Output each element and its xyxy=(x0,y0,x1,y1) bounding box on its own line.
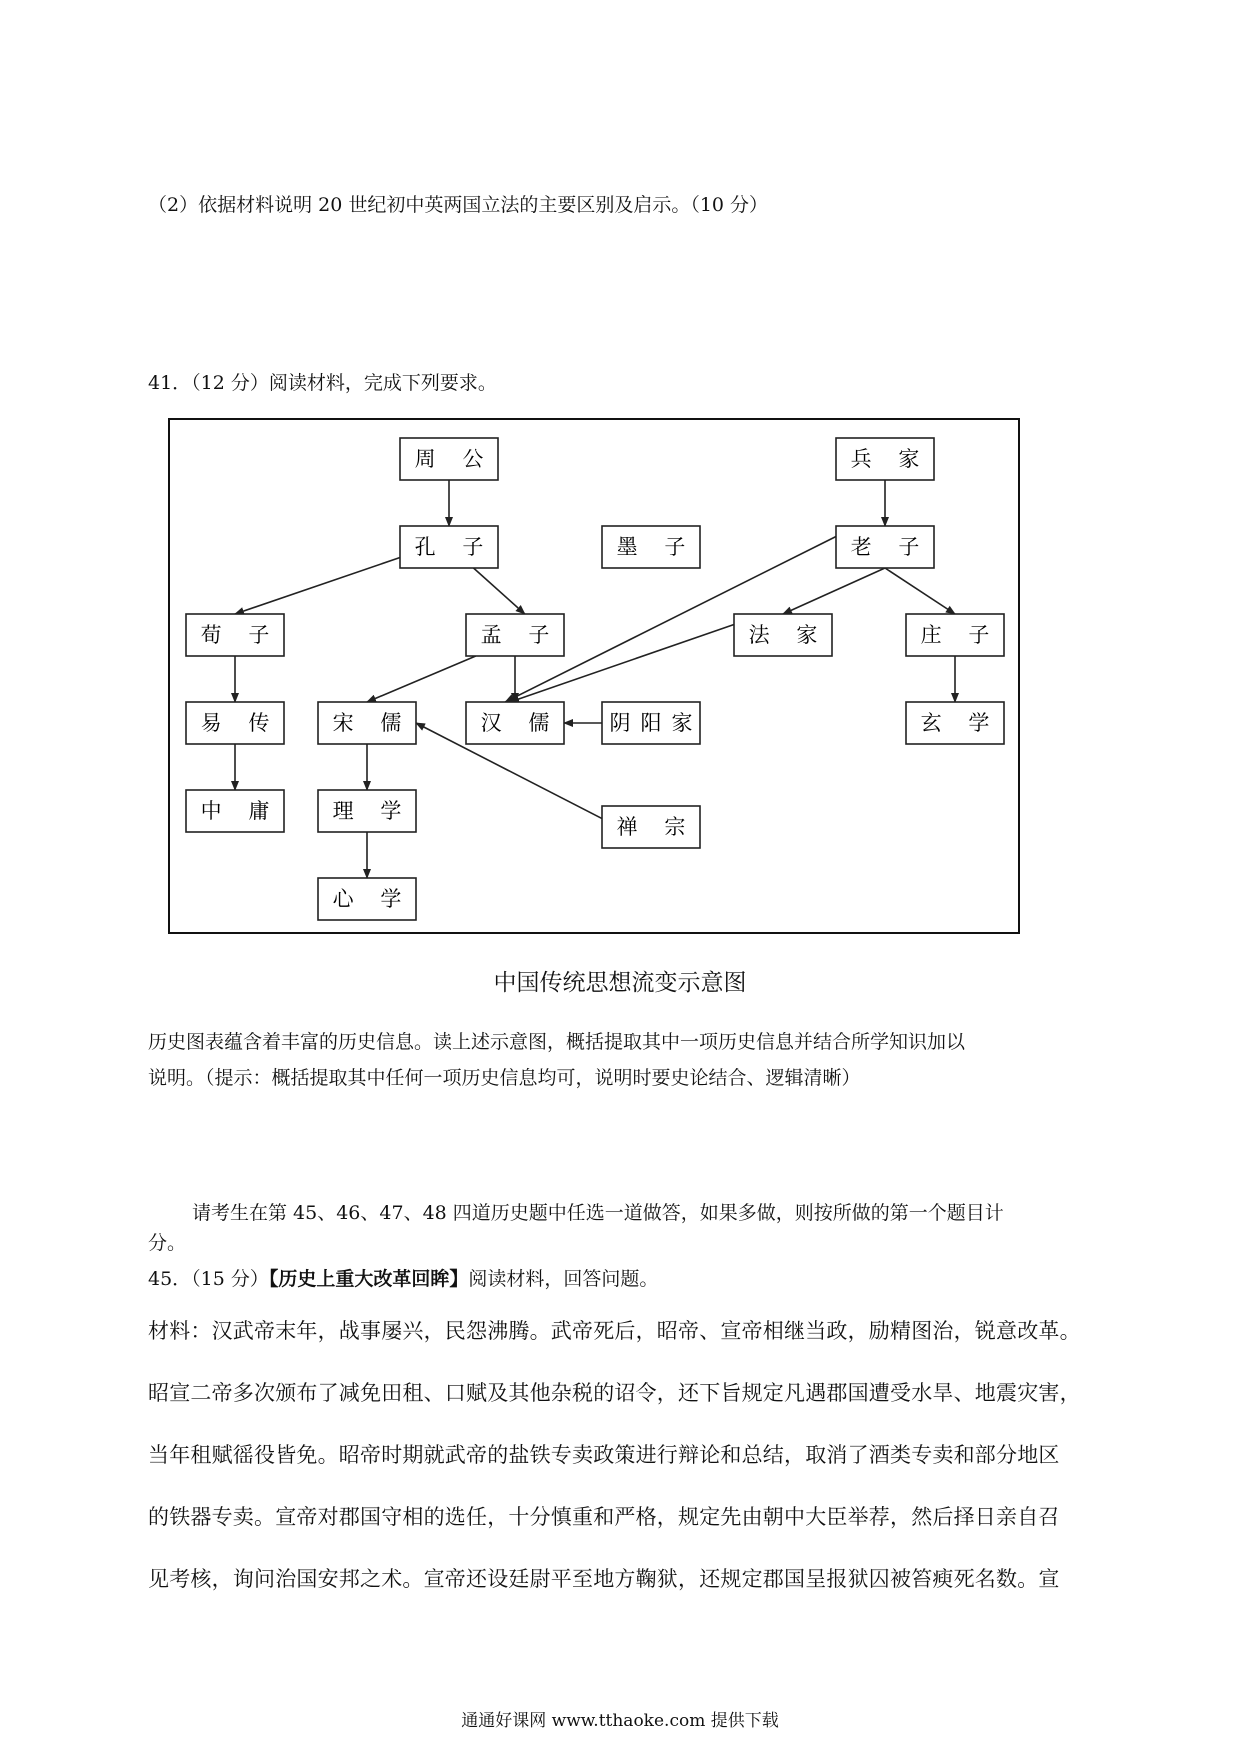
prompt-line-1: 历史图表蕴含着丰富的历史信息。读上述示意图，概括提取其中一项历史信息并结合所学知识加以 xyxy=(148,1031,966,1053)
node-xinxue xyxy=(318,878,416,920)
node-label: 孔 子 xyxy=(414,535,494,559)
node-fajia xyxy=(734,614,832,656)
node-label: 玄 学 xyxy=(920,711,1000,735)
node-mozi xyxy=(602,526,700,568)
node-bingjia xyxy=(836,438,934,480)
question-45-number: 45．（15 分） xyxy=(148,1268,269,1290)
node-xunzi xyxy=(186,614,284,656)
node-label: 老 子 xyxy=(850,535,930,559)
elective-instruction xyxy=(148,1195,1098,1261)
node-label: 禅 宗 xyxy=(616,815,696,839)
question-41-header: 41．（12 分）阅读材料，完成下列要求。 xyxy=(148,372,497,394)
material-line: 见考核，询问治国安邦之术。宣帝还设廷尉平至地方鞠狱，还规定郡国呈报狱囚被笞瘐死名数。宣 xyxy=(148,1567,1060,1591)
node-label: 汉 儒 xyxy=(480,711,560,735)
elective-line-1: 请考生在第 45、46、47、48 四道历史题中任选一道做答，如果多做，则按所做的第一个题目计 xyxy=(192,1202,1004,1224)
node-xuanxue xyxy=(906,702,1004,744)
node-hanru xyxy=(466,702,564,744)
question-2-text: （2）依据材料说明 20 世纪初中英两国立法的主要区别及启示。（10 分） xyxy=(148,194,769,216)
node-mengzi xyxy=(466,614,564,656)
node-zhongyong xyxy=(186,790,284,832)
node-label: 周 公 xyxy=(414,447,494,471)
node-label: 阴阳家 xyxy=(609,711,703,735)
node-zhuangzi xyxy=(906,614,1004,656)
edge-kongzi-mengzi xyxy=(474,568,525,614)
node-label: 兵 家 xyxy=(850,447,930,471)
node-label: 中 庸 xyxy=(200,799,280,823)
node-yizhuan xyxy=(186,702,284,744)
diagram-caption: 中国传统思想流变示意图 xyxy=(493,970,747,996)
edge-mengzi-songru xyxy=(367,656,476,702)
node-label: 荀 子 xyxy=(200,623,280,647)
node-label: 庄 子 xyxy=(920,623,1000,647)
question-45-header xyxy=(148,1266,658,1292)
diagram-frame xyxy=(169,419,1019,933)
node-label: 理 学 xyxy=(332,799,412,823)
node-label: 心 学 xyxy=(332,887,412,911)
node-lixue xyxy=(318,790,416,832)
node-label: 法 家 xyxy=(748,623,828,647)
material-line: 昭宣二帝多次颁布了减免田租、口赋及其他杂税的诏令，还下旨规定凡遇郡国遭受水旱、地震灾害， xyxy=(148,1381,1081,1405)
edge-laozi-fajia xyxy=(783,568,885,614)
node-songru xyxy=(318,702,416,744)
node-label: 孟 子 xyxy=(480,623,560,647)
node-label: 宋 儒 xyxy=(332,711,412,735)
prompt-line-2: 说明。（提示：概括提取其中任何一项历史信息均可，说明时要史论结合、逻辑清晰） xyxy=(148,1067,861,1089)
edge-laozi-zhuangzi xyxy=(885,568,955,614)
node-zhougong xyxy=(400,438,498,480)
edge-kongzi-xunzi xyxy=(235,558,400,615)
question-41-prompt xyxy=(148,1024,1098,1096)
node-label: 墨 子 xyxy=(616,535,696,559)
node-chanzong xyxy=(602,806,700,848)
material-line: 材料：汉武帝末年，战事屡兴，民怨沸腾。武帝死后，昭帝、宣帝相继当政，励精图治，锐意改革。 xyxy=(148,1319,1081,1343)
elective-line-2: 分。 xyxy=(148,1232,187,1254)
node-laozi xyxy=(836,526,934,568)
question-45-title: 【历史上重大改革回眸】 xyxy=(268,1268,469,1290)
material-line: 当年租赋徭役皆免。昭帝时期就武帝的盐铁专卖政策进行辩论和总结，取消了酒类专卖和部分地区 xyxy=(148,1443,1060,1467)
thought-evolution-diagram xyxy=(168,418,1020,934)
node-label: 易 传 xyxy=(200,711,280,735)
node-yinyangjia xyxy=(602,702,703,744)
page-footer: 通通好课网 www.tthaoke.com 提供下载 xyxy=(461,1711,779,1731)
node-kongzi xyxy=(400,526,498,568)
material-line: 的铁器专卖。宣帝对郡国守相的选任，十分慎重和严格，规定先由朝中大臣举荐，然后择日亲自召 xyxy=(148,1505,1060,1529)
question-45-instruction: 阅读材料，回答问题。 xyxy=(468,1268,659,1290)
question-45-material xyxy=(148,1300,1098,1610)
